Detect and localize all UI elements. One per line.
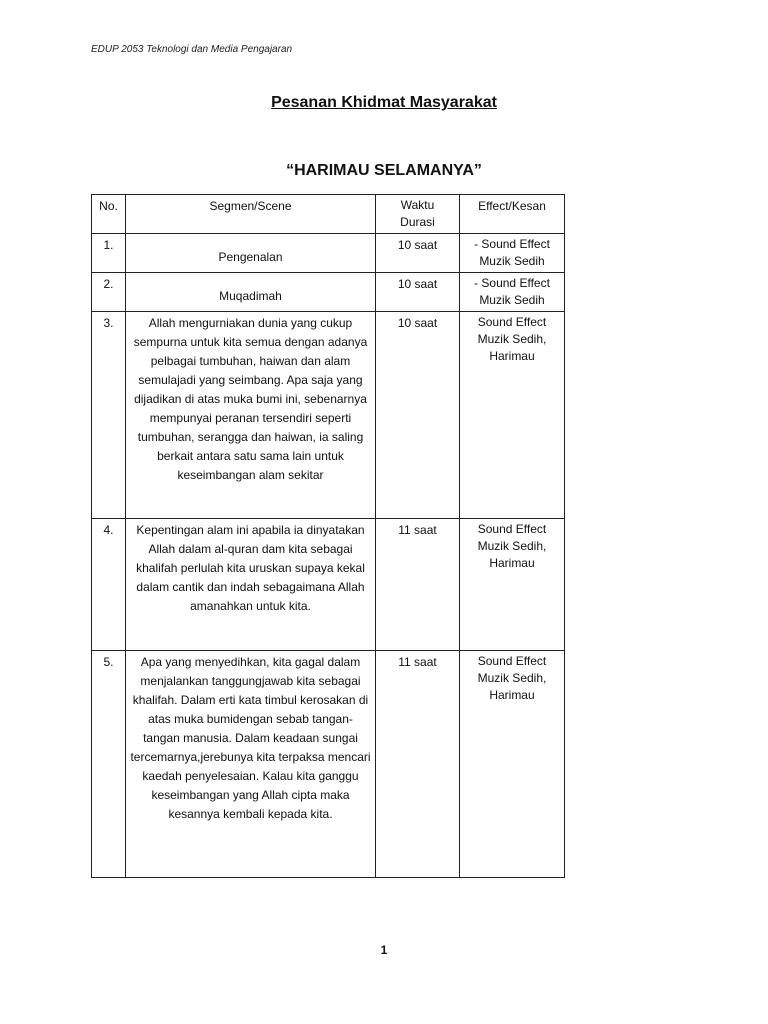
table-row [92, 651, 565, 878]
effect-line: Muzik Sedih [479, 293, 545, 307]
row-time: 10 saat [376, 273, 460, 312]
row-number: 1. [92, 234, 126, 273]
document-subtitle: “HARIMAU SELAMANYA” [286, 162, 482, 179]
document-title-text: Pesanan Khidmat Masyarakat [271, 94, 497, 111]
row-segment [126, 273, 376, 312]
row-time: 10 saat [376, 234, 460, 273]
row-effects [460, 234, 565, 273]
effect-line: Sound Effect [477, 522, 547, 536]
effect-line: - Sound Effect [474, 276, 550, 290]
table-header-row [92, 195, 565, 234]
header-segment: Segmen/Scene [126, 195, 376, 234]
table-row [92, 519, 565, 651]
table-row [92, 312, 565, 519]
row-effects [460, 312, 565, 519]
effect-line: Sound Effect [477, 654, 547, 668]
row-effects [460, 519, 565, 651]
row-number: 4. [92, 519, 126, 651]
effect-line: Harimau [489, 556, 535, 570]
row-segment: Allah mengurniakan dunia yang cukup sempurna untuk kita semua dengan adanya pelbagai tumbuhan, haiwan dan alam semulajadi yang seimbang. Apa saja yang dijadikan di atas muka bumi ini, sebenarnya mempunyai peranan tersendiri seperti tumbuhan, serangga dan haiwan, ia saling berkait antara satu sama lain untuk keseimbangan alam sekitar [126, 312, 376, 519]
row-number: 3. [92, 312, 126, 519]
row-effects [460, 273, 565, 312]
header-time-line1: Waktu [400, 198, 435, 212]
table-row [92, 273, 565, 312]
row-time: 11 saat [376, 651, 460, 878]
row-segment [126, 234, 376, 273]
effect-line: Harimau [489, 349, 535, 363]
document-title [0, 94, 768, 112]
header-time [376, 195, 460, 234]
row-segment-text: Muqadimah [219, 289, 282, 303]
page-number: 1 [380, 943, 388, 957]
effect-line: - Sound Effect [474, 237, 550, 251]
row-segment: Kepentingan alam ini apabila ia dinyatakan Allah dalam al-quran dam kita sebagai khalifah perlulah kita uruskan supaya kekal dalam cantik dan indah sebagaimana Allah amanahkan untuk kita. [126, 519, 376, 651]
row-segment-text: Pengenalan [218, 250, 283, 264]
row-number: 2. [92, 273, 126, 312]
row-segment: Apa yang menyedihkan, kita gagal dalam menjalankan tanggungjawab kita sebagai khalifah. Dalam erti kata timbul kerosakan di atas muka bumidengan sebab tangan-tangan manusia. Dalam keadaan sungai tercemarnya,jerebunya kita terpaksa mencari kaedah penyelesaian. Kalau kita ganggu keseimbangan yang Allah cipta maka kesannya kembali kepada kita. [126, 651, 376, 878]
row-time: 10 saat [376, 312, 460, 519]
header-effect: Effect/Kesan [460, 195, 565, 234]
effect-line: Muzik Sedih, [477, 671, 547, 685]
effect-line: Sound Effect [477, 315, 547, 329]
effect-line: Muzik Sedih, [477, 332, 547, 346]
effect-line: Muzik Sedih, [477, 539, 547, 553]
header-no: No. [92, 195, 126, 234]
row-number: 5. [92, 651, 126, 878]
script-table [91, 194, 565, 878]
row-effects [460, 651, 565, 878]
table-row [92, 234, 565, 273]
effect-line: Muzik Sedih [479, 254, 545, 268]
effect-line: Harimau [489, 688, 535, 702]
header-time-line2: Durasi [400, 215, 435, 229]
row-time: 11 saat [376, 519, 460, 651]
header-note: EDUP 2053 Teknologi dan Media Pengajaran [91, 44, 293, 55]
